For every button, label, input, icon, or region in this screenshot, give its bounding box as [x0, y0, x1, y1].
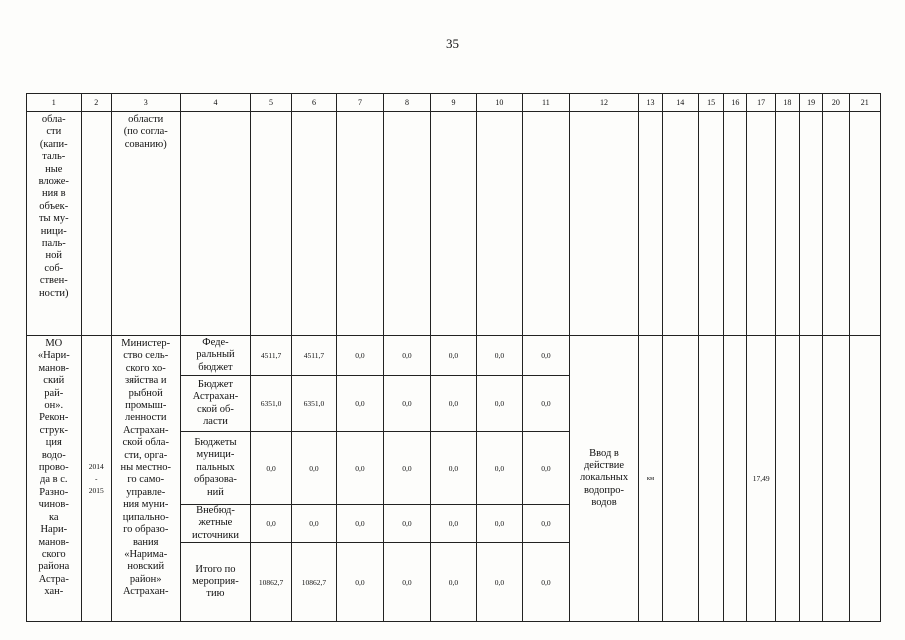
event-executor-line: сти, орга- [124, 449, 168, 461]
continuation-col14-cell [662, 112, 698, 336]
column-header-15: 15 [698, 94, 723, 112]
funding-source-line: жетные [198, 517, 233, 529]
event-name-line: ция [45, 437, 62, 449]
event-executor-line: ния муни- [123, 499, 169, 511]
continuation-row [27, 112, 881, 336]
continuation-col10-cell [476, 112, 522, 336]
event-name-line: ский [43, 375, 65, 387]
column-header-5: 5 [251, 94, 291, 112]
event-name-line: манов- [38, 362, 70, 374]
funding-value-col6: 10862,7 [291, 543, 336, 622]
funding-source-line: ний [207, 486, 224, 498]
event-name-line: струк- [39, 424, 68, 436]
funding-value-col10: 0,0 [476, 336, 522, 376]
continuation-col7-cell [337, 112, 383, 336]
event-name-line: Рекон- [39, 412, 69, 424]
funding-value-col8: 0,0 [383, 376, 431, 432]
funding-source-line: Бюджет [197, 378, 233, 390]
funding-value-col7: 0,0 [337, 336, 383, 376]
column-header-20: 20 [823, 94, 849, 112]
continuation-col4-cell [180, 112, 251, 336]
continuation-col1-line: паль- [41, 238, 66, 250]
column-header-19: 19 [800, 94, 823, 112]
event-executor-line: вания [132, 536, 159, 548]
continuation-col13-cell [639, 112, 662, 336]
event-executor-line: ской обла- [122, 437, 169, 449]
column-header-7: 7 [337, 94, 383, 112]
funding-value-col7: 0,0 [337, 543, 383, 622]
event-name-line: МО [45, 338, 63, 349]
indicator-line: действие [583, 460, 625, 471]
funding-value-col5: 0,0 [251, 432, 291, 505]
funding-source-cell [180, 505, 251, 543]
target-col19-cell [800, 336, 823, 622]
funding-source-line: ральный [196, 349, 235, 361]
continuation-col15-cell [698, 112, 723, 336]
event-executor-line: управле- [126, 486, 166, 498]
event-name-line: да в с. [40, 474, 68, 486]
event-name-line: водо- [41, 449, 66, 461]
event-executor-line: ципально- [122, 511, 169, 523]
header-row [27, 94, 881, 112]
funding-source-line: Итого по [195, 563, 236, 575]
funding-source-line: мероприя- [192, 576, 239, 588]
continuation-col1-line: ници- [40, 225, 67, 237]
event-name-line: хан- [44, 586, 64, 598]
column-header-14: 14 [662, 94, 698, 112]
funding-value-col10: 0,0 [476, 432, 522, 505]
continuation-col1-line: ния в [41, 188, 66, 200]
column-header-16: 16 [724, 94, 747, 112]
funding-value-col8: 0,0 [383, 543, 431, 622]
event-executor-line: ленности [124, 412, 167, 424]
event-name-line: прово- [38, 462, 69, 474]
continuation-col16-cell [724, 112, 747, 336]
continuation-col17-cell [747, 112, 775, 336]
continuation-col5-cell [251, 112, 291, 336]
target-col20-cell [823, 336, 849, 622]
event-executor-line: Астрахан- [122, 586, 169, 598]
continuation-col1-line: соб- [44, 262, 64, 274]
event-years-cell [81, 336, 111, 622]
continuation-col21-cell [849, 112, 880, 336]
indicator-cell [569, 336, 639, 622]
continuation-col3-line: сованию) [124, 138, 167, 150]
event-executor-line: ского хо- [125, 362, 166, 374]
continuation-col6-cell [291, 112, 336, 336]
funding-value-col10: 0,0 [476, 543, 522, 622]
funding-value-col11: 0,0 [523, 336, 569, 376]
event-name-line: Разно- [39, 486, 69, 498]
funding-source-line: ской об- [197, 403, 234, 415]
column-header-3: 3 [111, 94, 180, 112]
event-name-line: ка [48, 511, 59, 523]
event-years-line: - [94, 473, 98, 483]
continuation-col1-line: ствен- [39, 275, 68, 287]
event-executor-line: «Нарима- [124, 548, 168, 560]
continuation-col8-cell [383, 112, 431, 336]
funding-source-line: Внебюд- [196, 505, 235, 516]
event-name-line: чинов- [38, 499, 69, 511]
column-header-17: 17 [747, 94, 775, 112]
target-col14-cell [662, 336, 698, 622]
funding-source-cell [180, 543, 251, 622]
funding-value-col6: 4511,7 [291, 336, 336, 376]
funding-source-line: образова- [194, 474, 237, 486]
indicator-line: локальных [579, 472, 629, 484]
funding-source-line: ласти [203, 415, 228, 427]
event-name-line: ского [41, 548, 66, 560]
funding-source-cell [180, 432, 251, 505]
funding-value-col8: 0,0 [383, 505, 431, 543]
target-col21-cell [849, 336, 880, 622]
unit-cell: км [639, 336, 662, 622]
event-name-line: района [38, 561, 70, 573]
funding-value-col8: 0,0 [383, 432, 431, 505]
funding-value-col11: 0,0 [523, 505, 569, 543]
funding-value-col10: 0,0 [476, 376, 522, 432]
event-executor-line: новский [127, 561, 165, 573]
funding-value-col10: 0,0 [476, 505, 522, 543]
funding-source-line: бюджет [198, 361, 233, 373]
column-header-18: 18 [775, 94, 799, 112]
funding-source-line: тию [206, 588, 225, 600]
funding-value-col5: 10862,7 [251, 543, 291, 622]
continuation-col3-line: области [128, 114, 164, 125]
target-col15-cell [698, 336, 723, 622]
continuation-col1-line: сти [46, 126, 62, 138]
event-executor-line: го образо- [123, 524, 169, 536]
target-col16-cell [724, 336, 747, 622]
event-executor-line: ны местно- [120, 462, 171, 474]
column-header-12: 12 [569, 94, 639, 112]
funding-value-col11: 0,0 [523, 432, 569, 505]
event-executor-line: район» [129, 573, 162, 585]
continuation-col3-line: (по согла- [123, 126, 168, 138]
continuation-col1-line: вложе- [38, 176, 69, 188]
continuation-col1-line: (капи- [39, 138, 68, 150]
event-executor-line: ство сель- [123, 350, 169, 362]
col17-value-cell: 17,49 [747, 336, 775, 622]
event-executor-line: Астрахан- [122, 424, 169, 436]
funding-value-col5: 0,0 [251, 505, 291, 543]
continuation-col3-cell [111, 112, 180, 336]
continuation-col1-line: обла- [41, 114, 66, 125]
column-header-1: 1 [27, 94, 82, 112]
event-name-line: манов- [38, 536, 70, 548]
page-number: 35 [446, 36, 459, 51]
continuation-col1-line: ности) [39, 287, 69, 299]
funding-source-line: пальных [196, 461, 235, 473]
column-header-8: 8 [383, 94, 431, 112]
column-header-4: 4 [180, 94, 251, 112]
continuation-col20-cell [823, 112, 849, 336]
funding-row [27, 336, 881, 376]
funding-source-cell [180, 376, 251, 432]
event-name-cell [27, 336, 82, 622]
funding-value-col7: 0,0 [337, 432, 383, 505]
continuation-col1-line: ные [45, 163, 63, 175]
funding-value-col5: 4511,7 [251, 336, 291, 376]
column-header-11: 11 [523, 94, 569, 112]
funding-value-col11: 0,0 [523, 543, 569, 622]
funding-source-cell [180, 336, 251, 376]
indicator-line: Ввод в [589, 447, 619, 459]
continuation-col1-line: ты му- [38, 213, 69, 225]
column-header-13: 13 [639, 94, 662, 112]
continuation-col12-cell [569, 112, 639, 336]
continuation-col19-cell [800, 112, 823, 336]
event-executor-line: промыш- [125, 400, 167, 412]
continuation-col18-cell [775, 112, 799, 336]
funding-value-col9: 0,0 [431, 543, 476, 622]
indicator-line: водов [591, 497, 617, 509]
continuation-col1-cell [27, 112, 82, 336]
event-name-line: Нари- [40, 524, 68, 536]
event-executor-line: зяйства и [124, 375, 167, 387]
column-header-21: 21 [849, 94, 880, 112]
column-header-10: 10 [476, 94, 522, 112]
funding-value-col9: 0,0 [431, 505, 476, 543]
indicator-line: водопро- [583, 484, 625, 496]
funding-source-line: муници- [196, 449, 235, 461]
event-executor-line: го само- [127, 474, 165, 486]
program-table [26, 93, 881, 622]
continuation-col9-cell [431, 112, 476, 336]
continuation-col1-line: таль- [42, 151, 66, 163]
funding-value-col6: 0,0 [291, 432, 336, 505]
event-name-line: Астра- [38, 573, 69, 585]
funding-value-col7: 0,0 [337, 376, 383, 432]
event-name-line: «Нари- [37, 350, 70, 362]
column-header-6: 6 [291, 94, 336, 112]
funding-value-col9: 0,0 [431, 432, 476, 505]
event-years-line: 2015 [88, 485, 104, 495]
funding-source-line: Бюджеты [194, 436, 237, 448]
event-executor-cell [111, 336, 180, 622]
funding-value-col9: 0,0 [431, 336, 476, 376]
continuation-col11-cell [523, 112, 569, 336]
continuation-col1-line: объек- [39, 200, 69, 212]
funding-value-col6: 6351,0 [291, 376, 336, 432]
event-name-line: он». [44, 400, 64, 412]
continuation-col1-line: ной [45, 250, 63, 262]
funding-source-line: источники [191, 529, 239, 541]
funding-value-col5: 6351,0 [251, 376, 291, 432]
funding-value-col7: 0,0 [337, 505, 383, 543]
event-executor-line: рыбной [128, 387, 163, 399]
funding-value-col6: 0,0 [291, 505, 336, 543]
funding-value-col8: 0,0 [383, 336, 431, 376]
target-col18-cell [775, 336, 799, 622]
column-header-9: 9 [431, 94, 476, 112]
funding-value-col9: 0,0 [431, 376, 476, 432]
funding-source-line: Феде- [202, 336, 229, 348]
event-executor-line: Министер- [121, 338, 171, 349]
event-name-line: рай- [44, 387, 64, 399]
funding-value-col11: 0,0 [523, 376, 569, 432]
event-years-line: 2014 [88, 461, 104, 471]
continuation-col2-cell [81, 112, 111, 336]
column-header-2: 2 [81, 94, 111, 112]
funding-source-line: Астрахан- [192, 391, 239, 403]
